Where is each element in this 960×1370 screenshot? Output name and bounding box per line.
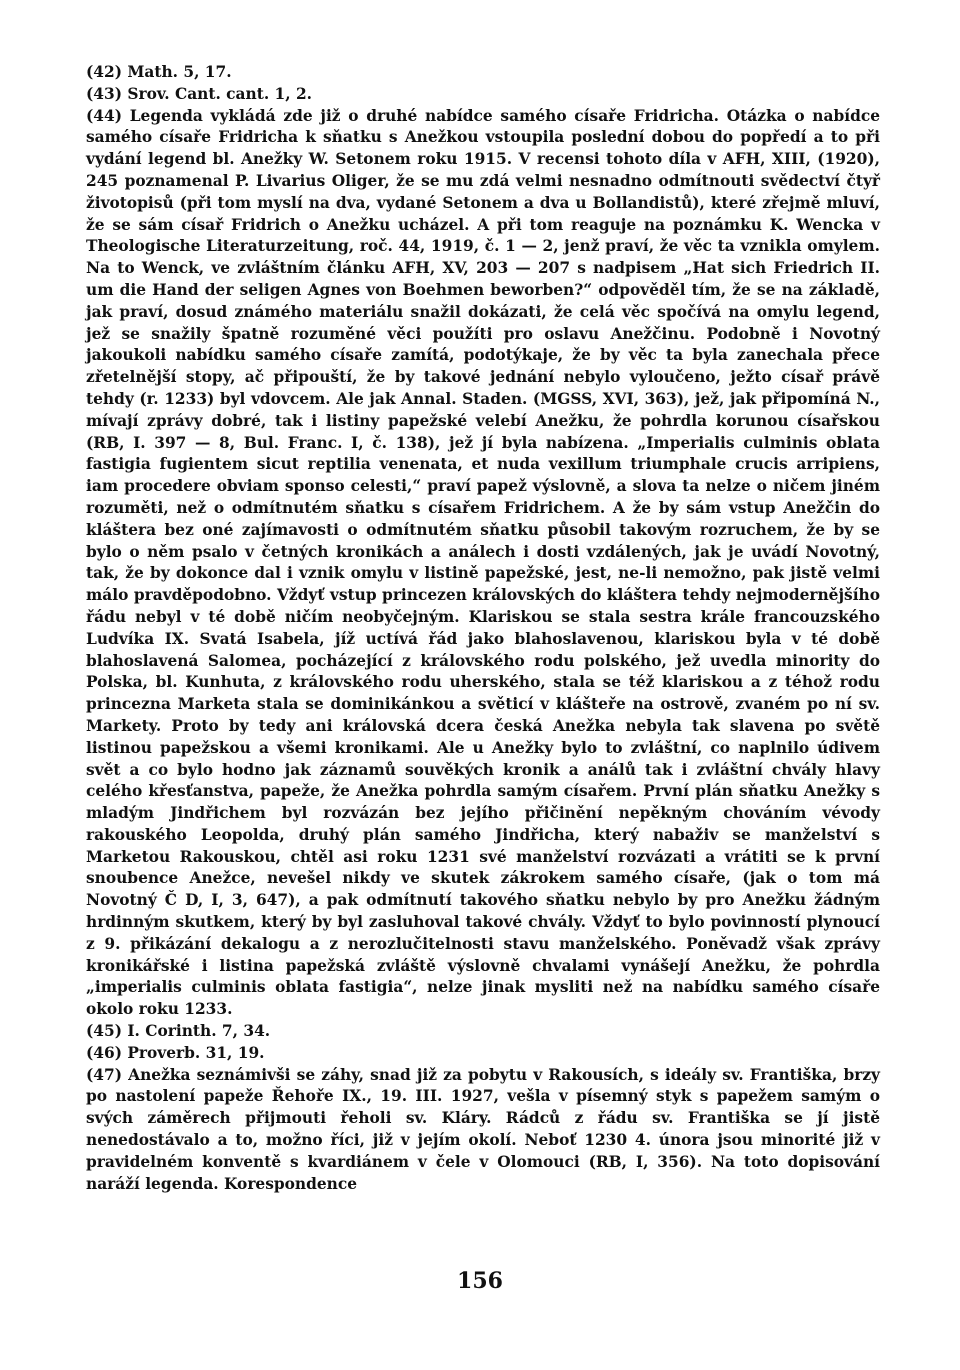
footnote-marker: (47) xyxy=(86,1065,122,1084)
footnote-44 xyxy=(86,106,880,1021)
footnote-marker: (46) xyxy=(86,1043,122,1062)
footnote-text: Legenda vykládá zde již o druhé nabídce samého císaře Fridricha. Otázka o nabídce samého císaře Fridricha k sňatku s Anežkou vstoupila poslední dobou do popředí a to při vydání legend bl. Anežky W. Setonem roku 1915. V recensi tohoto díla v AFH, XIII, (1920), 245 poznamenal P. Livarius Oliger, že se mu zdá velmi nesnadno odmítnouti svědectví čtyř životopisů (při tom myslí na dva, vydané Setonem a dva u Bollandistů), které zřejmě mluví, že se sám císař Fridrich o Anežku ucházel. A při tom reaguje na poznámku K. Wencka v Theologische Literaturzeitung, roč. 44, 1919, č. 1 — 2, jenž praví, že věc ta vznikla omylem. Na to Wenck, ve zvláštním článku AFH, XV, 203 — 207 s nadpisem „Hat sich Friedrich II. um die Hand der seligen Agnes von Boehmen beworben?“ odpověděl tím, že se na základě, jak praví, dosud známého materiálu snažil dokázati, že celá věc spočívá na omylu legend, jež se snažily špatně rozuměné věci použíti pro oslavu Anežčinu. Podobně i Novotný jakoukoli nabídku samého císaře zamítá, podotýkaje, že by věc ta byla zanechala přece zřetelnější stopy, ač připouští, že by takové jednání nebylo vyloučeno, ježto císař právě tehdy (r. 1233) byl vdovcem. Ale jak Annal. Staden. (MGSS, XVI, 363), jež, jak připomíná N., mívají zprávy dobré, tak i listiny papežské velebí Anežku, že pohrdla korunou císařskou (RB, I. 397 — 8, Bul. Franc. I, č. 138), jež jí byla nabízena. „Imperialis culminis oblata fastigia fugientem sicut reptilia venenata, et nuda vexillum triumphale crucis arripiens, iam procedere obviam sponso celesti,“ praví papež výslovně, a slova ta nelze o ničem jiném rozuměti, než o odmítnutém sňatku s císařem Fridrichem. A že by sám vstup Anežčin do kláštera bez oné zajímavosti o odmítnutém sňatku působil takovým rozruchem, že by se bylo o něm psalo v četných kronikách a análech i dosti vzdálených, jak je uvádí Novotný, tak, že by dokonce dal i vznik omylu v listině papežské, jest, ne-li nemožno, pak jistě velmi málo pravděpodobno. Vždyť vstup princezen královských do kláštera tehdy nejmodernějšího řádu nebyl v té době ničím neobyčejným. Klariskou se stala sestra krále francouzského Ludvíka IX. Svatá Isabela, jíž uctívá řád jako blahoslavenou, klariskou byla v té době blahoslavená Salomea, pocházející z královského rodu polského, jež uvedla minority do Polska, bl. Kunhuta, z královského rodu uherského, stala se též klariskou a z téhož rodu princezna Marketa stala se dominikánkou a světicí v klášteře na ostrově, zvaném po ní sv. Markety. Proto by tedy ani královská dcera česká Anežka nebyla tak slavena po světě listinou papežskou a všemi kronikami. Ale u Anežky bylo to zvláštní, co naplnilo údivem svět a co bylo hodno jak záznamů souvěkých kronik a análů tak i zvláštní chvály hlavy celého křesťanstva, papeže, že Anežka pohrdla samým císařem. První plán sňatku Anežky s mladým Jindřichem byl rozvázán bez jejího přičinění nepěkným chováním vévody rakouského Leopolda, druhý plán samého Jindřicha, který nabaživ se manželství s Marketou Rakouskou, chtěl asi roku 1231 své manželství rozvázati a vrátiti se k první snoubence Anežce, nevešel nikdy ve skutek zákrokem samého císaře, (jak o tom má Novotný Č D, I, 3, 647), a pak odmítnutí takového sňatku nebylo by pro Anežku žádným hrdinným skutkem, který by byl zasluhoval takové chvály. Vždyť to bylo povinností plynoucí z 9. přikázání dekalogu a z nerozlučitelnosti stavu manželského. Poněvadž však zprávy kronikářské i listina papežská zvláště výslovně chvalami vynášejí Anežku, že pohrdla „imperialis culminis oblata fastigia“, nelze jinak mysliti než na nabídku samého císaře okolo roku 1233. xyxy=(86,106,880,1019)
footnote-marker: (42) xyxy=(86,63,122,81)
footnote-text: Srov. Cant. cant. 1, 2. xyxy=(127,84,313,103)
footnote-text: Math. 5, 17. xyxy=(127,63,232,81)
footnote-46 xyxy=(86,1043,880,1065)
footnote-47 xyxy=(86,1065,880,1196)
footnote-marker: (44) xyxy=(86,106,122,125)
page-number: 156 xyxy=(457,1268,503,1294)
footnote-45 xyxy=(86,1021,880,1043)
footnote-text: Anežka seznámivši se záhy, snad již za pobytu v Rakousích, s ideály sv. Františka, brzy po nastolení papeže Řehoře IX., 19. III. 1927, vešla v písemný styk s papežem samým o svých záměrech přijmouti řeholi sv. Kláry. Rádců z řádu sv. Františka se jí jistě nenedostávalo a to, možno říci, již v jejím okolí. Neboť 1230 4. února jsou minorité již v pravidelném konventě s kvardiánem v čele v Olomouci (RB, I, 356). Na toto dopisování naráží legenda. Korespondence xyxy=(86,1065,880,1193)
footnote-43 xyxy=(86,84,880,106)
footnotes-block xyxy=(86,62,880,1195)
footnote-marker: (45) xyxy=(86,1022,122,1041)
footnote-text: I. Corinth. 7, 34. xyxy=(127,1022,271,1041)
footnote-text: Proverb. 31, 19. xyxy=(127,1043,265,1062)
footnote-marker: (43) xyxy=(86,84,122,103)
footnote-42 xyxy=(86,62,880,84)
